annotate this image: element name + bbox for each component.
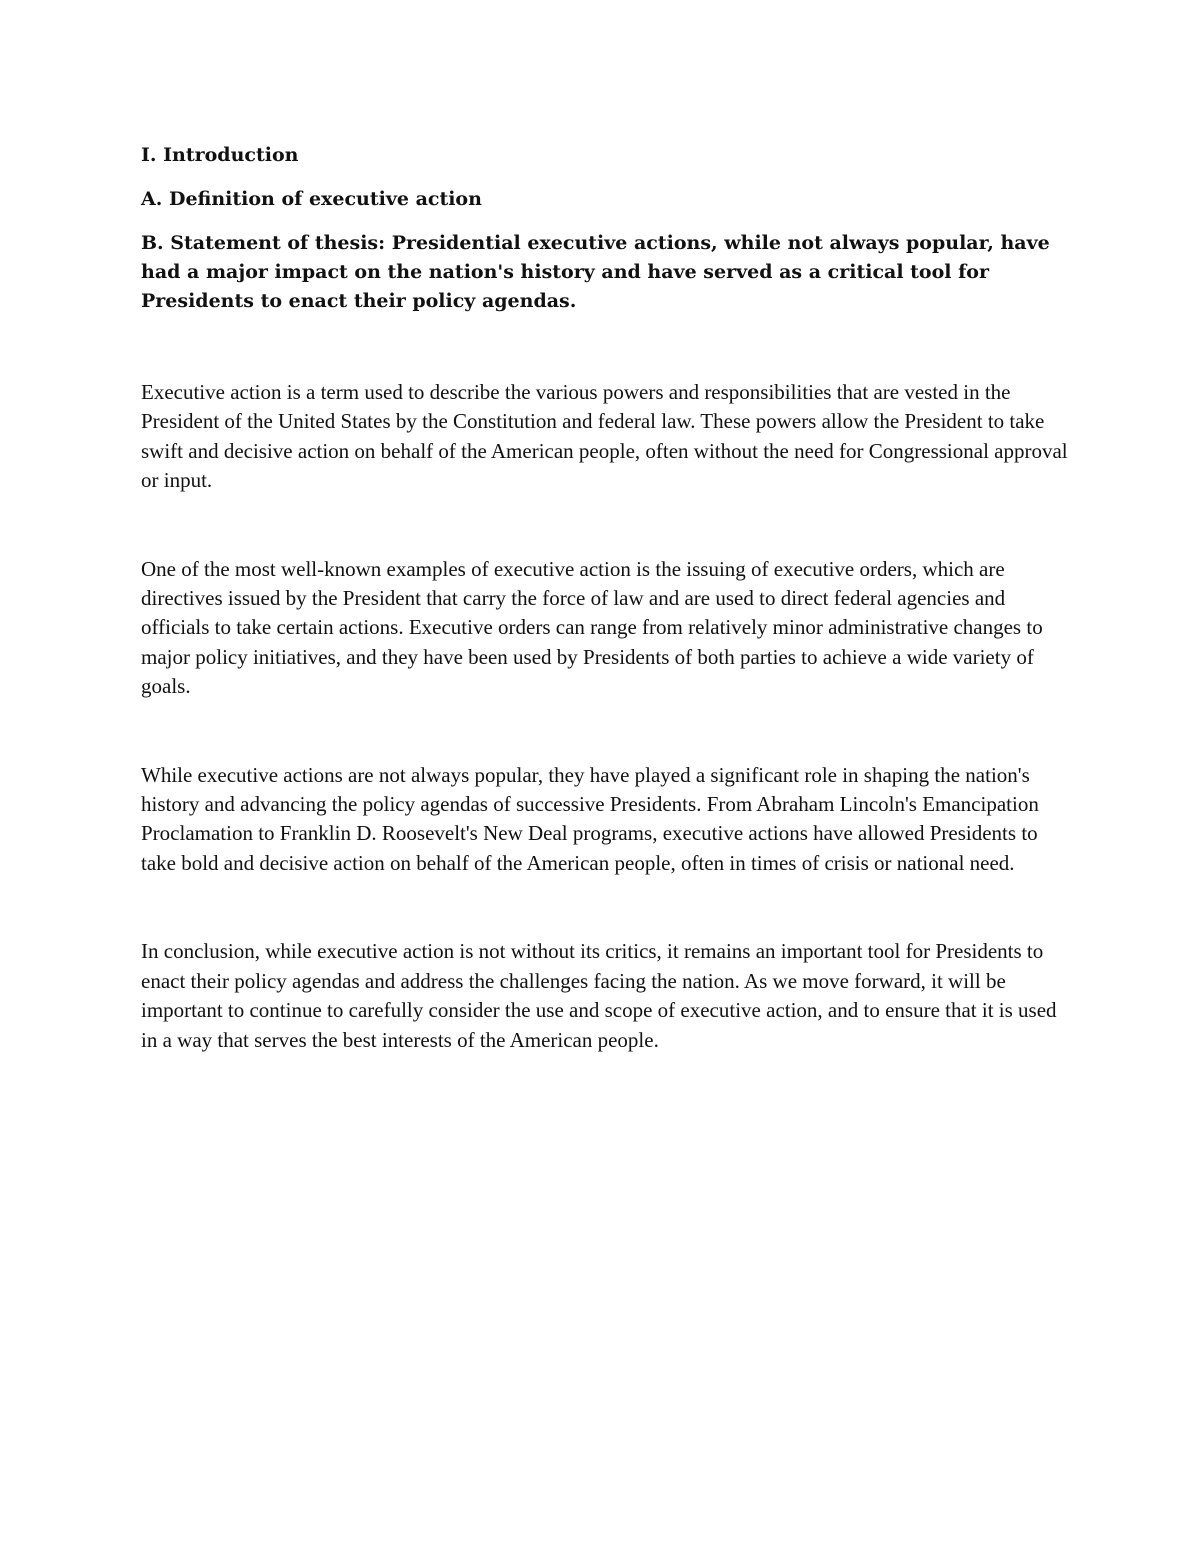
paragraph-executive-orders: One of the most well-known examples of executive action is the issuing of executive orders, which are directives issued by the President that carry the force of law and are used to direct federal agencies and officials to take certain actions. Executive orders can range from relatively minor administrative changes to major policy initiatives, and they have been used by Presidents of both parties to achieve a wide variety of goals.: [141, 556, 1043, 699]
paragraph-definition: Executive action is a term used to describe the various powers and responsibilities that are vested in the President of the United States by the Constitution and federal law. These powers allow the President to take swift and decisive action on behalf of the American people, often without the need for Congressional approval or input.: [141, 380, 1068, 493]
subheading-thesis: B. Statement of thesis: Presidential executive actions, while not always popular, have had a major impact on the nation's history and have served as a critical tool for Presidents to enact their policy agendas.: [141, 232, 1050, 312]
paragraph-conclusion: In conclusion, while executive action is not without its critics, it remains an important tool for Presidents to enact their policy agendas and address the challenges facing the nation. As we move forward, it will be important to continue to carefully consider the use and scope of executive action, and to ensure that it is used in a way that serves the best interests of the American people.: [141, 939, 1057, 1052]
document-body: [141, 141, 1071, 1055]
section-heading-introduction: I. Introduction: [141, 144, 299, 166]
subheading-definition: A. Definition of executive action: [141, 188, 482, 210]
paragraph-history: While executive actions are not always popular, they have played a significant role in shaping the nation's history and advancing the policy agendas of successive Presidents. From Abraham Lincoln's Emancipation Proclamation to Franklin D. Roosevelt's New Deal programs, executive actions have allowed Presidents to take bold and decisive action on behalf of the American people, often in times of crisis or national need.: [141, 762, 1039, 875]
